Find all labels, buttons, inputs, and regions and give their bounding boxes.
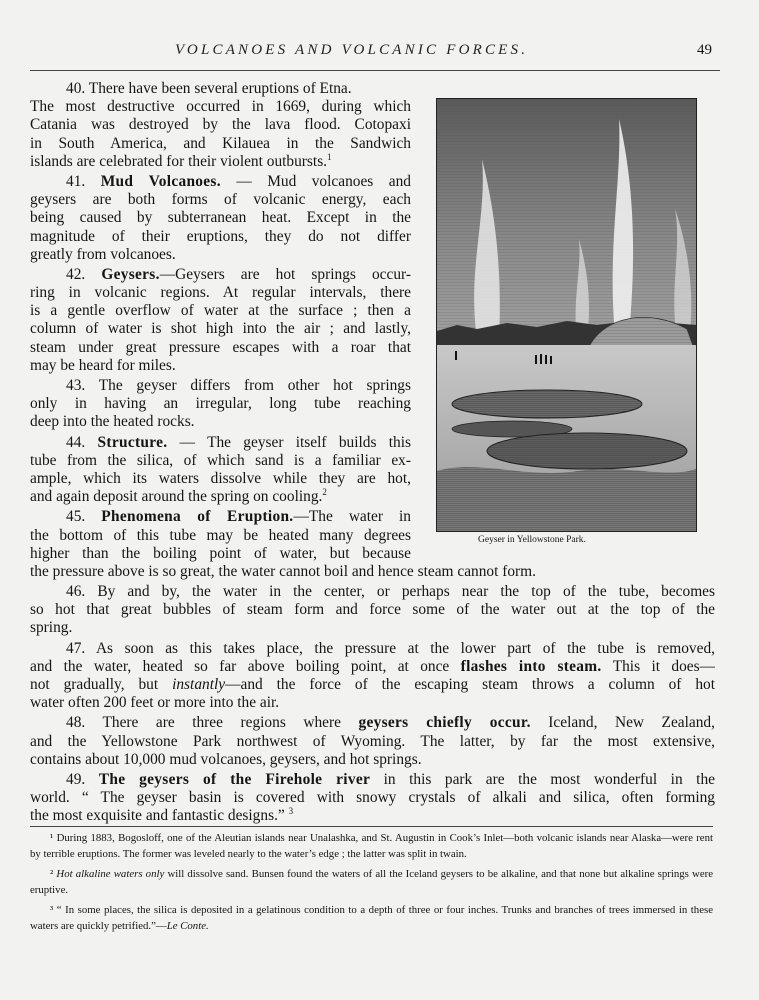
paragraph-number: 49. <box>66 770 86 788</box>
footnote-3 <box>30 903 713 934</box>
footnote-marker: ² <box>50 868 54 880</box>
text-span: and the water, heated so far above boiling point, at once <box>30 657 450 675</box>
running-head: VOLCANOES AND VOLCANIC FORCES. <box>175 42 529 58</box>
paragraph-number: 41. <box>66 172 86 190</box>
text-line: Catania was destroyed by the lava flood. Cotopaxi <box>30 116 411 134</box>
text-span: will dissolve sand. Bunsen found the waters of all the Iceland geysers to be alkaline, and that none but alkaline springs were eruptive. <box>30 868 713 896</box>
text-span: This it does— <box>612 657 715 675</box>
text-line: tube from the silica, of which sand is a familiar ex- <box>30 451 411 469</box>
paragraph-number: 45. <box>66 508 86 526</box>
text-line: is a gentle overflow of water at the surface ; then a <box>30 302 411 320</box>
page-number: 49 <box>697 42 712 58</box>
text-line <box>30 676 715 694</box>
text-line <box>30 153 411 171</box>
text-span: —and the force of the escaping steam throws a column of hot <box>225 676 715 693</box>
section-heading: Phenomena of Eruption. <box>101 508 294 526</box>
geyser-illustration <box>436 98 697 532</box>
text-span: and again deposit around the spring on cooling. <box>30 488 323 506</box>
text-line: 40. There have been several eruptions of Etna. <box>66 80 352 97</box>
human-figure <box>455 351 457 360</box>
paragraph-49 <box>30 771 715 826</box>
text-line <box>30 488 411 506</box>
text-line: ample, which its waters dissolve while they are hot, <box>30 469 411 487</box>
text-span: —The water in <box>293 508 411 526</box>
text-line: in South America, and Kilauea in the Sandwich <box>30 134 411 152</box>
text-line <box>30 807 715 825</box>
page-header <box>30 40 720 71</box>
citation-author: Le Conte. <box>166 919 209 932</box>
human-figure <box>545 355 547 364</box>
text-line: magnitude of their eruptions, they do not differ <box>30 227 411 245</box>
key-term: geysers chiefly occur. <box>358 714 531 732</box>
text-line: higher than the boiling point of water, but because <box>30 544 411 562</box>
footnote-ref: 2 <box>322 487 327 497</box>
footnote-ref: 1 <box>327 151 332 162</box>
footnote-ref: 3 <box>288 806 294 817</box>
text-span: islands are celebrated for their violent outbursts. <box>30 152 328 170</box>
text-span: ³ “ In some places, the silica is deposited in a gelatinous condition to a depth of three or four inches. Trunks and branches of trees immersed in these waters are quickly petrified.”— <box>30 904 713 932</box>
key-term: flashes into steam. <box>460 657 602 675</box>
emphasis: Hot alkaline waters only <box>56 868 165 880</box>
text-line: world. “ The geyser basin is covered with snowy crystals of alkali and silica, often forming <box>30 789 715 807</box>
section-heading: Structure. <box>97 433 168 451</box>
text-span: 48. There are three regions where <box>66 714 341 732</box>
footnotes <box>30 831 713 939</box>
paragraph-46 <box>30 583 715 638</box>
text-line: steam under great pressure escapes with a roar that <box>30 338 411 356</box>
text-line: so hot that great bubbles of steam form and force some of the water out at the top of the <box>30 601 715 619</box>
emphasis: instantly <box>172 676 226 693</box>
human-figure <box>550 356 552 364</box>
text-line: may be heard for miles. <box>30 356 176 374</box>
text-line: deep into the heated rocks. <box>30 413 195 431</box>
text-line <box>30 771 715 789</box>
footnote-1: ¹ During 1883, Bogosloff, one of the Aleutian islands near Unalashka, and St. Augustin in Cook’s Inlet—both volcanic islands near Alaska—were rent by terrible eruptions. The former was leveled nearly to the water’s edge ; the latter was split in twain. <box>30 832 713 860</box>
text-span: not gradually, but <box>30 676 159 693</box>
text-span: —Geysers are hot springs occur- <box>159 265 411 283</box>
text-line: spring. <box>30 619 73 637</box>
human-figure <box>540 354 542 364</box>
paragraph-number: 44. <box>66 433 86 451</box>
human-figure <box>535 355 537 364</box>
text-span: in this park are the most wonderful in the <box>383 770 715 788</box>
geyser-engraving <box>437 99 696 531</box>
paragraph-48 <box>30 714 715 769</box>
text-line <box>30 434 411 452</box>
paragraph-number: 42. <box>66 265 86 283</box>
text-line <box>30 266 411 284</box>
text-span: — The geyser itself builds this <box>179 433 411 451</box>
footnote-2 <box>30 867 713 898</box>
text-line: 47. As soon as this takes place, the pressure at the lower part of the tube is removed, <box>66 639 715 657</box>
text-span: Iceland, New Zealand, <box>548 714 715 732</box>
text-line: 43. The geyser differs from other hot springs <box>66 377 411 394</box>
text-span: the most exquisite and fantastic designs.” <box>30 807 285 825</box>
text-line: and the Yellowstone Park northwest of Wyoming. The latter, by far the most extensive, <box>30 732 715 750</box>
text-line: only in having an irregular, long tube reaching <box>30 395 411 413</box>
text-line: 46. By and by, the water in the center, or perhaps near the top of the tube, becomes <box>66 583 715 601</box>
text-line <box>30 658 715 676</box>
text-line: the pressure above is so great, the water cannot boil and hence steam cannot form. <box>30 562 536 580</box>
text-line: The most destructive occurred in 1669, during which <box>30 98 411 116</box>
footnote-divider <box>30 826 713 827</box>
section-heading: Mud Volcanoes. <box>100 172 221 190</box>
text-line: the bottom of this tube may be heated many degrees <box>30 526 411 544</box>
text-line <box>30 508 411 526</box>
text-line: ring in volcanic regions. At regular intervals, there <box>30 284 411 302</box>
section-heading: The geysers of the Firehole river <box>98 770 371 788</box>
text-line <box>30 714 715 732</box>
figure-caption: Geyser in Yellowstone Park. <box>478 535 586 545</box>
text-line <box>30 173 411 191</box>
text-line: contains about 10,000 mud volcanoes, geysers, and hot springs. <box>30 750 422 768</box>
text-line: being caused by subterranean heat. Except in the <box>30 209 411 227</box>
section-heading: Geysers. <box>101 265 160 283</box>
text-span: — Mud volcanoes and <box>236 172 411 190</box>
text-line: column of water is shot high into the air ; and lastly, <box>30 320 411 338</box>
text-line: water often 200 feet or more into the air. <box>30 694 280 712</box>
paragraph-47 <box>30 640 715 713</box>
text-line: greatly from volcanoes. <box>30 245 176 263</box>
text-line: geysers are both forms of volcanic energy, each <box>30 191 411 209</box>
